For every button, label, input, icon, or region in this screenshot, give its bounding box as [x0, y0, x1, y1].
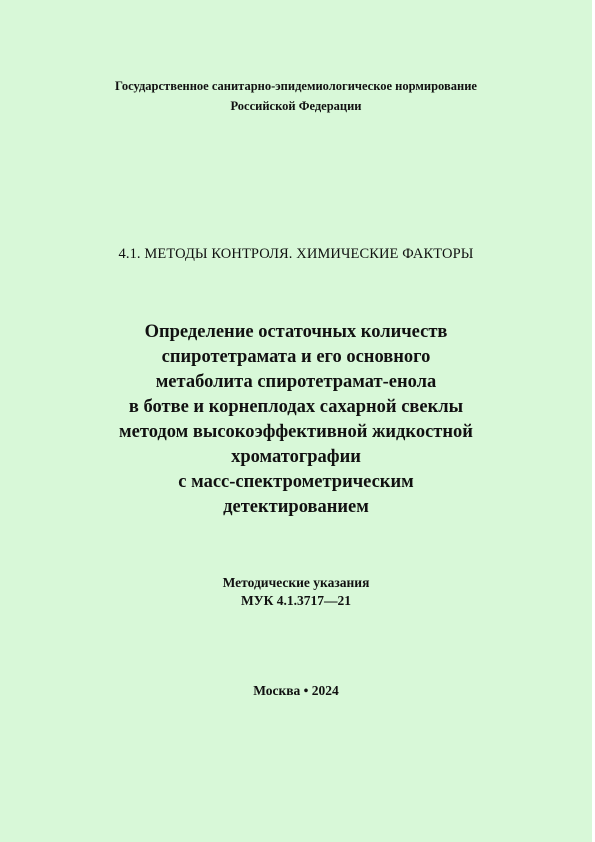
issuer-line-1: Государственное санитарно-эпидемиологическое нормирование: [115, 79, 477, 93]
section-heading: 4.1. МЕТОДЫ КОНТРОЛЯ. ХИМИЧЕСКИЕ ФАКТОРЫ: [118, 246, 474, 262]
title-line-6: хроматографии: [231, 447, 361, 467]
title-line-1: Определение остаточных количеств: [144, 322, 448, 342]
issuer-line-2: Российской Федерации: [230, 99, 362, 113]
document-code: МУК 4.1.3717—21: [240, 593, 352, 608]
issuer-header: [0, 76, 592, 116]
title-line-2: спиротетрамата и его основного: [161, 347, 431, 367]
document-title: [0, 320, 592, 520]
title-line-3: метаболита спиротетрамат-енола: [155, 372, 437, 392]
title-line-8: детектированием: [223, 497, 369, 517]
title-line-7: с масс-спектрометрическим: [178, 472, 414, 492]
title-line-5: методом высокоэффективной жидкостной: [119, 422, 473, 442]
title-line-4: в ботве и корнеплодах сахарной свеклы: [128, 397, 464, 417]
document-type-label: Методические указания: [222, 575, 370, 590]
imprint: Москва • 2024: [253, 683, 339, 698]
document-type: [0, 574, 592, 610]
